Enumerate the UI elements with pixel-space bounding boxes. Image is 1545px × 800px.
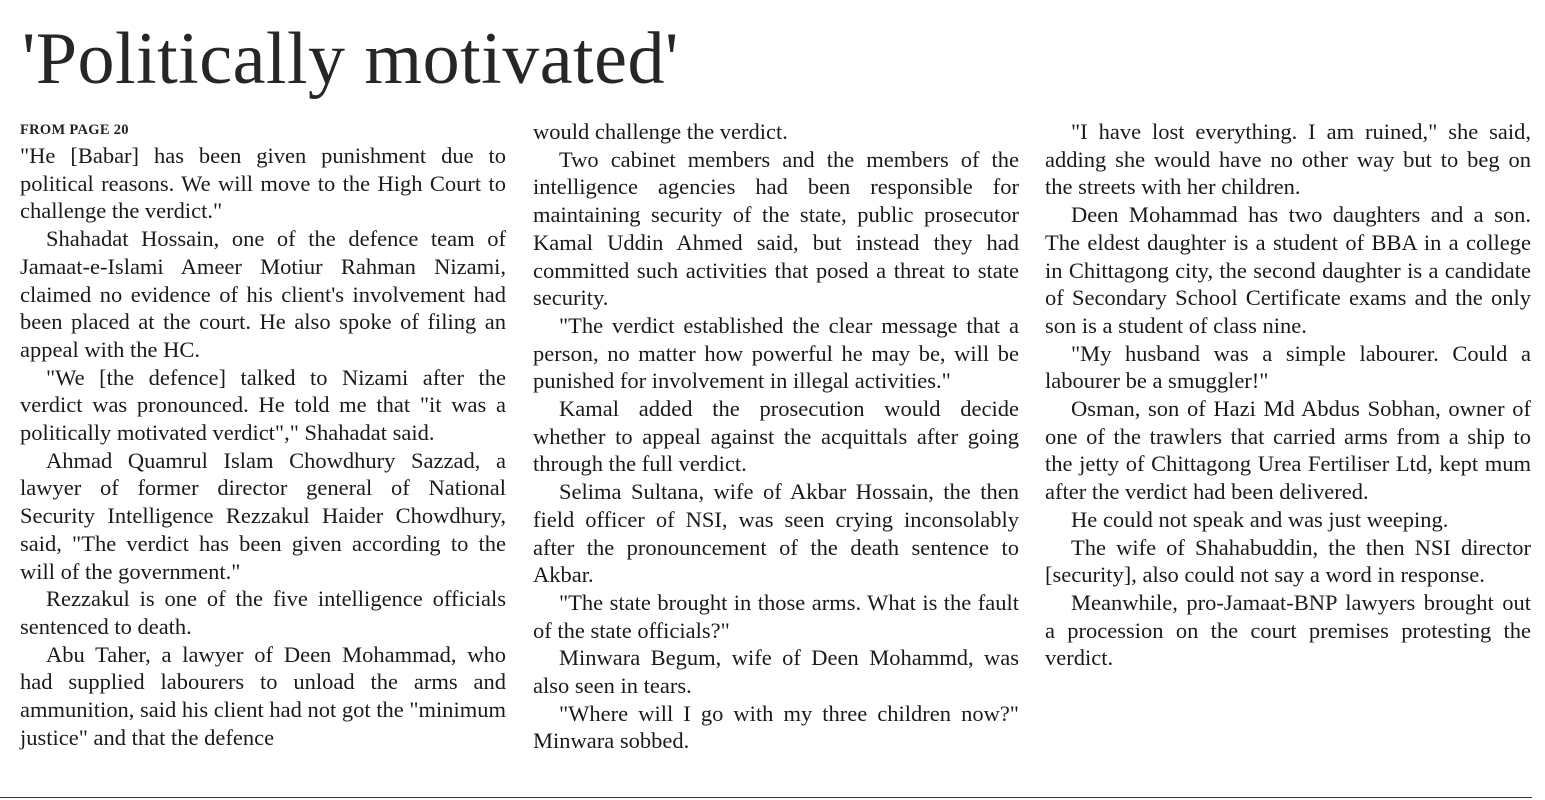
paragraph: The wife of Shahabuddin, the then NSI director [security], also could not say a word in response. [1045,534,1531,588]
paragraph: "We [the defence] talked to Nizami after the verdict was pronounced. He told me that "it was a politically motivated verdict"," Shahadat said. [20,364,506,446]
paragraph: Osman, son of Hazi Md Abdus Sobhan, owner of one of the trawlers that carried arms from a ship to the jetty of Chittagong Urea Fertiliser Ltd, kept mum after the verdict had been delivered. [1045,396,1531,505]
paragraph: Shahadat Hossain, one of the defence team of Jamaat-e-Islami Ameer Motiur Rahman Nizami, claimed no evidence of his client's involvement had been placed at the court. He also spoke of filing an appeal with the HC. [20,226,506,362]
paragraph: Two cabinet members and the members of the intelligence agencies had been responsible for maintaining security of the state, public prosecutor Kamal Uddin Ahmed said, but instead they had committed such activities that posed a threat to state security. [533,146,1019,311]
paragraph: "My husband was a simple labourer. Could a labourer be a smuggler!" [1045,340,1531,394]
paragraph: Minwara Begum, wife of Deen Mohammd, was also seen in tears. [533,645,1019,699]
bottom-rule [0,797,1532,798]
paragraph: "He [Babar] has been given punishment due to political reasons. We will move to the High Court to challenge the verdict." [20,143,506,224]
paragraph: "The state brought in those arms. What is the fault of the state officials?" [533,589,1019,643]
paragraph: Selima Sultana, wife of Akbar Hossain, the then field officer of NSI, was seen crying inconsolably after the pronouncement of the death sentence to Akbar. [533,479,1019,588]
paragraph: Deen Mohammad has two daughters and a son. The eldest daughter is a student of BBA in a college in Chittagong city, the second daughter is a candidate of Secondary School Certificate exams and the only son is a student of class nine. [1045,202,1531,338]
paragraph: "I have lost everything. I am ruined," she said, adding she would have no other way but to beg on the streets with her children. [1045,119,1531,200]
paragraph: Kamal added the prosecution would decide whether to appeal against the acquittals after going through the full verdict. [533,396,1019,477]
from-page-label: FROM PAGE 20 [20,122,129,138]
article-column-1 [20,118,506,751]
paragraph: He could not speak and was just weeping. [1071,506,1449,532]
paragraph: "Where will I go with my three children now?" Minwara sobbed. [533,700,1019,754]
paragraph: would challenge the verdict. [533,119,788,144]
paragraph: "The verdict established the clear message that a person, no matter how powerful he may be, will be punished for involvement in illegal activities." [533,312,1019,394]
article-column-2 [533,118,1019,755]
headline: 'Politically motivated' [22,18,679,100]
paragraph: Meanwhile, pro-Jamaat-BNP lawyers brought out a procession on the court premises protesting the verdict. [1045,589,1531,671]
paragraph: Ahmad Quamrul Islam Chowdhury Sazzad, a lawyer of former director general of National Security Intelligence Rezzakul Haider Chowdhury, said, "The verdict has been given according to the will of the government." [20,447,506,584]
paragraph: Abu Taher, a lawyer of Deen Mohammad, who had supplied labourers to unload the arms and ammunition, said his client had not got the "minimum justice" and that the defence [20,641,507,750]
article-column-3 [1045,118,1531,672]
paragraph: Rezzakul is one of the five intelligence officials sentenced to death. [20,586,506,639]
